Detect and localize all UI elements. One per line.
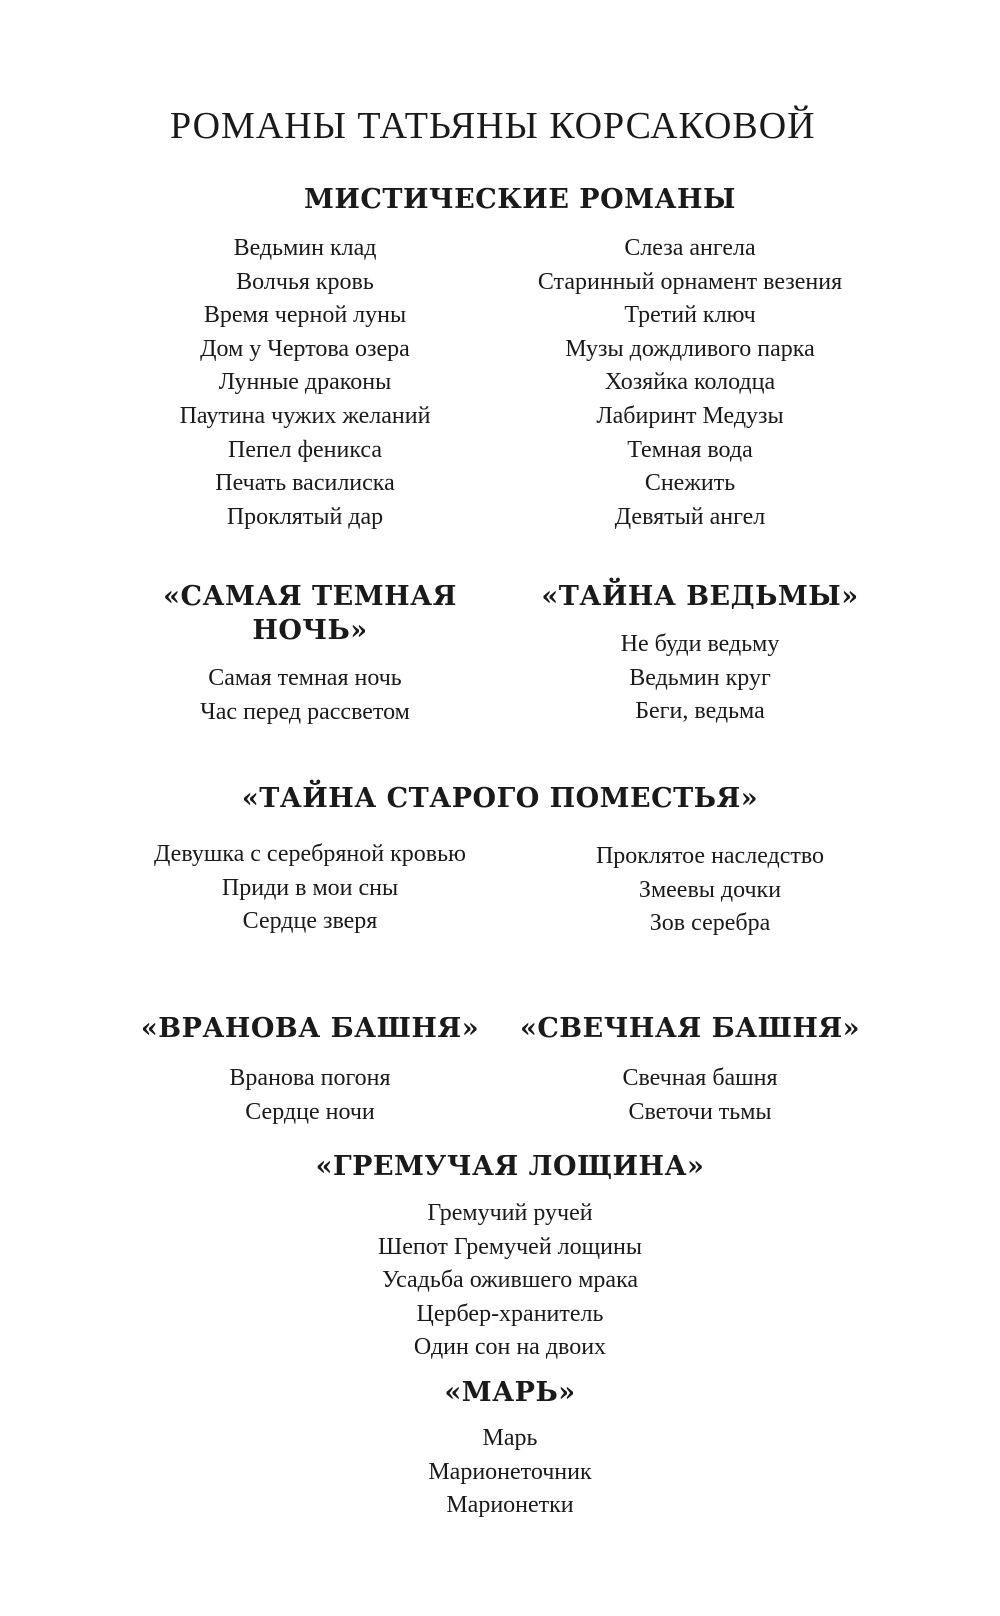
book-title: Сердце ночи [245,1098,375,1125]
book-title: Гремучий ручей [427,1200,593,1226]
book-title: Не буди ведьму [620,631,780,657]
book-title: Самая темная ночь [208,665,402,691]
heading-line: НОЧЬ» [252,615,368,646]
book-title: Усадьба ожившего мрака [381,1267,639,1294]
section-heading-rattling-hollow: «ГРЕМУЧАЯ ЛОЩИНА» [315,1151,705,1182]
section-heading-old-estate: «ТАЙНА СТАРОГО ПОМЕСТЬЯ» [241,783,759,814]
section-heading-mar: «МАРЬ» [444,1377,576,1408]
book-title: Музы дождливого парка [565,335,815,362]
mar-list [350,1422,670,1523]
book-title: Сердце зверя [242,908,378,935]
old-estate-right-list [540,840,880,941]
heading-line: «САМАЯ ТЕМНАЯ [163,581,457,612]
section-heading-darkest-night [140,580,480,648]
book-title: Марь [482,1425,538,1451]
book-title: Марионетки [446,1492,574,1519]
book-title: Ведьмин клад [233,235,377,261]
book-title: Лунные драконы [218,369,392,396]
book-title: Третий ключ [624,302,756,329]
book-title: Проклятый дар [226,503,384,530]
page-title: РОМАНЫ ТАТЬЯНЫ КОРСАКОВОЙ [170,105,816,147]
book-title: Цербер-хранитель [416,1300,604,1327]
witch-secret-list [530,628,870,729]
rattling-hollow-list [300,1197,720,1365]
mystic-left-list [150,232,460,534]
book-title: Беги, ведьма [635,698,765,725]
book-title: Лабиринт Медузы [596,402,784,429]
book-title: Слеза ангела [624,235,756,261]
darkest-night-list [150,662,460,729]
book-title: Пепел феникса [227,436,382,463]
book-title: Светочи тьмы [628,1098,772,1125]
book-title: Девятый ангел [614,503,766,530]
section-heading-mystic: МИСТИЧЕСКИЕ РОМАНЫ [304,184,736,215]
book-title: Печать василиска [215,470,395,497]
book-title: Змеевы дочки [638,876,782,903]
book-title: Один сон на двоих [413,1334,607,1361]
book-title: Время черной луны [203,302,407,329]
book-title: Марионеточник [428,1458,592,1485]
section-heading-raven-tower: «ВРАНОВА БАШНЯ» [140,1013,480,1044]
section-heading-witch-secret: «ТАЙНА ВЕДЬМЫ» [541,581,859,612]
book-title: Приди в мои сны [221,874,399,901]
book-title: Шепот Гремучей лощины [378,1233,642,1260]
section-heading-candle-tower: «СВЕЧНАЯ БАШНЯ» [519,1013,861,1044]
book-title: Ведьмин круг [629,664,771,691]
book-title: Проклятое наследство [595,843,825,869]
book-title: Девушка с серебряной кровью [154,841,466,867]
book-title: Темная вода [627,436,753,463]
book-title: Волчья кровь [236,268,374,295]
candle-tower-list [530,1062,870,1129]
book-title: Зов серебра [649,910,771,937]
book-title: Старинный орнамент везения [537,268,843,295]
book-title: Свечная башня [622,1065,778,1091]
mystic-right-list [500,232,880,534]
book-title: Дом у Чертова озера [200,335,410,362]
book-title: Вранова погоня [229,1065,391,1091]
book-title: Хозяйка колодца [604,369,776,396]
book-title: Снежить [644,470,736,497]
old-estate-left-list [120,838,500,939]
raven-tower-list [150,1062,470,1129]
book-title: Час перед рассветом [200,698,410,725]
book-title: Паутина чужих желаний [179,402,431,429]
